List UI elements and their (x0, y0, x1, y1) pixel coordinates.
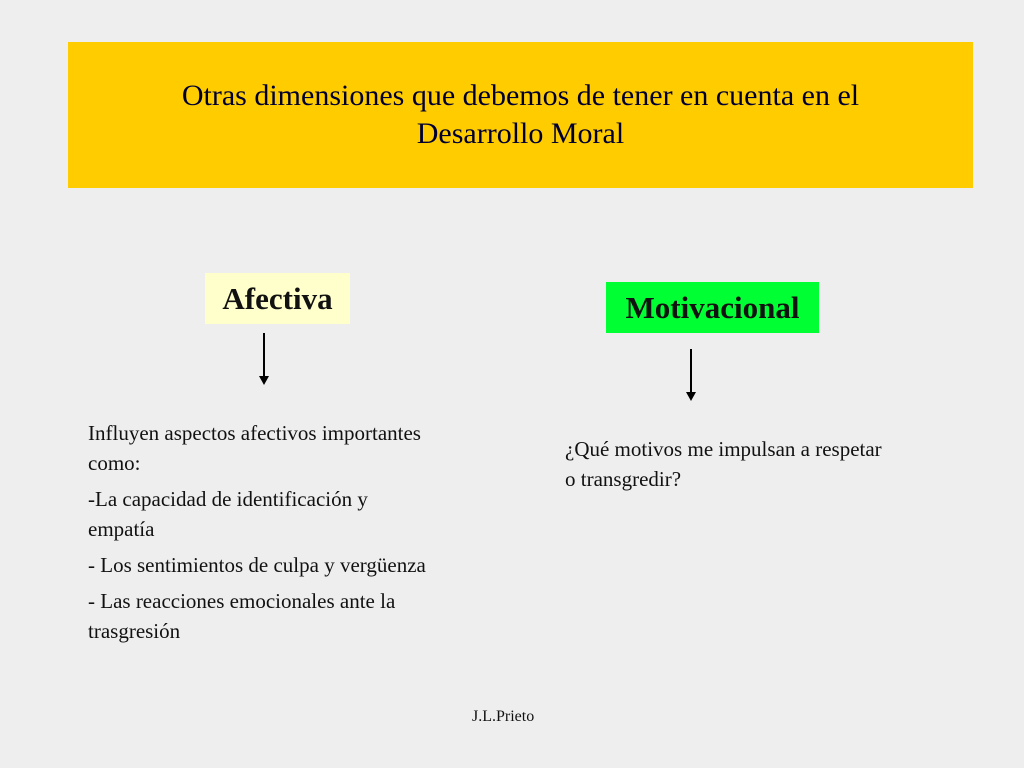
motivacional-down-arrow-icon (685, 349, 697, 401)
afectiva-item-culpa: - Los sentimientos de culpa y vergüenza (88, 553, 426, 577)
motivacional-label-box (606, 282, 819, 333)
slide-title (182, 77, 859, 153)
afectiva-label-box (205, 273, 350, 324)
afectiva-item-reacciones: - Las reacciones emocionales ante la trasgresión (88, 589, 396, 643)
title-banner (68, 42, 973, 188)
motivacional-label: Motivacional (625, 289, 800, 325)
afectiva-description (88, 418, 428, 652)
afectiva-item-identificacion: -La capacidad de identificación y empatía (88, 487, 368, 541)
slide-title-line-1: Otras dimensiones que debemos de tener en cuenta en el (181, 79, 860, 112)
afectiva-label: Afectiva (222, 280, 333, 316)
slide-title-line-2: Desarrollo Moral (416, 117, 625, 150)
author-footer: J.L.Prieto (472, 708, 535, 725)
afectiva-down-arrow-icon (258, 333, 270, 385)
motivacional-question: ¿Qué motivos me impulsan a respetar o transgredir? (565, 437, 882, 491)
motivacional-description (565, 434, 885, 494)
afectiva-intro: Influyen aspectos afectivos importantes como: (88, 421, 421, 475)
